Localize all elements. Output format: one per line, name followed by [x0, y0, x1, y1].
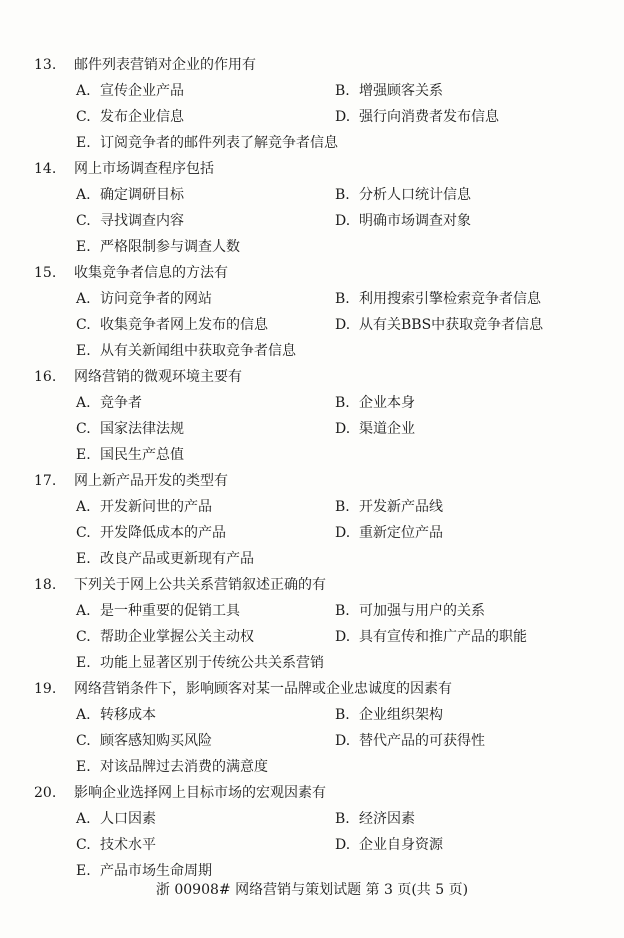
question-text: 收集竞争者信息的方法有	[74, 265, 228, 281]
option-text: 顾客感知购买风险	[100, 733, 212, 749]
question-stem	[0, 260, 624, 286]
option-d	[335, 416, 415, 442]
question-text: 网上市场调查程序包括	[74, 161, 214, 177]
option-letter: D.	[335, 629, 351, 645]
option-b	[335, 598, 485, 624]
option-text: 利用搜索引擎检索竞争者信息	[359, 291, 541, 307]
option-e	[76, 234, 240, 260]
option-row	[0, 832, 624, 858]
option-letter: D.	[335, 213, 351, 229]
option-text: 国家法律法规	[100, 421, 184, 437]
option-letter: C.	[76, 837, 91, 853]
option-row	[0, 442, 624, 468]
option-letter: A.	[76, 499, 91, 515]
question-20	[0, 780, 624, 884]
option-text: 确定调研目标	[100, 187, 184, 203]
option-row	[0, 650, 624, 676]
option-text: 明确市场调查对象	[359, 213, 471, 229]
option-d	[335, 520, 443, 546]
option-b	[335, 494, 443, 520]
question-number: 19.	[34, 681, 57, 697]
option-row	[0, 312, 624, 338]
option-text: 访问竞争者的网站	[100, 291, 212, 307]
option-letter: C.	[76, 733, 91, 749]
option-letter: E.	[76, 135, 91, 151]
question-number: 16.	[34, 369, 57, 385]
option-text: 寻找调查内容	[100, 213, 184, 229]
question-number: 13.	[34, 57, 57, 73]
option-text: 分析人口统计信息	[359, 187, 471, 203]
question-13	[0, 52, 624, 156]
option-a	[76, 390, 142, 416]
option-row	[0, 702, 624, 728]
option-row	[0, 208, 624, 234]
question-stem	[0, 156, 624, 182]
option-letter: C.	[76, 525, 91, 541]
option-letter: C.	[76, 629, 91, 645]
option-text: 对该品牌过去消费的满意度	[100, 759, 268, 775]
option-text: 增强顾客关系	[359, 83, 443, 99]
question-stem	[0, 572, 624, 598]
option-text: 替代产品的可获得性	[359, 733, 485, 749]
option-e	[76, 338, 296, 364]
option-letter: A.	[76, 707, 91, 723]
option-a	[76, 286, 212, 312]
option-letter: E.	[76, 343, 91, 359]
option-d	[335, 624, 527, 650]
option-letter: D.	[335, 525, 351, 541]
option-row	[0, 234, 624, 260]
option-d	[335, 728, 485, 754]
option-text: 转移成本	[100, 707, 156, 723]
option-letter: C.	[76, 109, 91, 125]
option-e	[76, 650, 324, 676]
option-letter: D.	[335, 837, 351, 853]
option-text: 发布企业信息	[100, 109, 184, 125]
option-text: 订阅竞争者的邮件列表了解竞争者信息	[100, 135, 338, 151]
question-16	[0, 364, 624, 468]
option-d	[335, 312, 543, 338]
option-e	[76, 754, 268, 780]
option-text: 严格限制参与调查人数	[100, 239, 240, 255]
question-stem	[0, 780, 624, 806]
option-letter: A.	[76, 187, 91, 203]
option-text: 从有关BBS中获取竞争者信息	[359, 317, 544, 333]
option-text: 经济因素	[359, 811, 415, 827]
question-17	[0, 468, 624, 572]
option-letter: B.	[335, 187, 350, 203]
option-c	[76, 832, 156, 858]
option-letter: B.	[335, 83, 350, 99]
option-letter: B.	[335, 395, 350, 411]
option-text: 企业组织架构	[359, 707, 443, 723]
option-letter: D.	[335, 733, 351, 749]
option-a	[76, 78, 184, 104]
option-row	[0, 598, 624, 624]
option-a	[76, 598, 240, 624]
option-d	[335, 208, 471, 234]
option-row	[0, 130, 624, 156]
option-a	[76, 702, 156, 728]
option-row	[0, 494, 624, 520]
question-text: 网络营销的微观环境主要有	[74, 369, 242, 385]
option-letter: B.	[335, 811, 350, 827]
option-row	[0, 546, 624, 572]
option-letter: B.	[335, 291, 350, 307]
question-number: 17.	[34, 473, 57, 489]
option-row	[0, 520, 624, 546]
question-list	[0, 52, 624, 884]
option-row	[0, 390, 624, 416]
option-letter: E.	[76, 551, 91, 567]
option-text: 是一种重要的促销工具	[100, 603, 240, 619]
option-letter: C.	[76, 317, 91, 333]
option-row	[0, 78, 624, 104]
option-text: 开发新问世的产品	[100, 499, 212, 515]
option-b	[335, 702, 443, 728]
question-stem	[0, 364, 624, 390]
option-b	[335, 78, 443, 104]
option-text: 企业本身	[359, 395, 415, 411]
option-c	[76, 312, 268, 338]
option-letter: A.	[76, 811, 91, 827]
option-letter: A.	[76, 603, 91, 619]
option-c	[76, 520, 226, 546]
option-e	[76, 546, 254, 572]
option-text: 收集竞争者网上发布的信息	[100, 317, 268, 333]
option-d	[335, 832, 443, 858]
question-number: 15.	[34, 265, 57, 281]
option-row	[0, 104, 624, 130]
option-letter: D.	[335, 317, 351, 333]
question-number: 20.	[34, 785, 57, 801]
option-a	[76, 494, 212, 520]
option-text: 产品市场生命周期	[100, 863, 212, 879]
option-a	[76, 806, 156, 832]
option-text: 开发新产品线	[359, 499, 443, 515]
option-letter: A.	[76, 83, 91, 99]
option-d	[335, 104, 499, 130]
option-letter: E.	[76, 447, 91, 463]
option-letter: D.	[335, 109, 351, 125]
question-text: 邮件列表营销对企业的作用有	[74, 57, 256, 73]
option-letter: A.	[76, 395, 91, 411]
question-text: 网络营销条件下，影响顾客对某一品牌或企业忠诚度的因素有	[74, 681, 452, 697]
question-14	[0, 156, 624, 260]
option-a	[76, 182, 184, 208]
option-letter: C.	[76, 213, 91, 229]
option-letter: B.	[335, 707, 350, 723]
option-letter: E.	[76, 863, 91, 879]
option-text: 竞争者	[100, 395, 142, 411]
option-c	[76, 416, 184, 442]
option-e	[76, 442, 184, 468]
option-c	[76, 624, 254, 650]
option-letter: E.	[76, 759, 91, 775]
option-row	[0, 182, 624, 208]
option-letter: D.	[335, 421, 351, 437]
option-text: 宣传企业产品	[100, 83, 184, 99]
option-letter: A.	[76, 291, 91, 307]
option-text: 从有关新闻组中获取竞争者信息	[100, 343, 296, 359]
option-c	[76, 104, 184, 130]
option-text: 开发降低成本的产品	[100, 525, 226, 541]
question-stem	[0, 676, 624, 702]
question-text: 网上新产品开发的类型有	[74, 473, 228, 489]
question-text: 影响企业选择网上目标市场的宏观因素有	[74, 785, 326, 801]
option-row	[0, 728, 624, 754]
option-row	[0, 416, 624, 442]
question-18	[0, 572, 624, 676]
question-15	[0, 260, 624, 364]
option-text: 人口因素	[100, 811, 156, 827]
option-b	[335, 806, 415, 832]
option-text: 帮助企业掌握公关主动权	[100, 629, 254, 645]
option-b	[335, 182, 471, 208]
option-e	[76, 130, 338, 156]
option-c	[76, 728, 212, 754]
page-footer: 浙 00908# 网络营销与策划试题 第 3 页(共 5 页)	[155, 882, 469, 898]
option-text: 重新定位产品	[359, 525, 443, 541]
option-b	[335, 390, 415, 416]
option-text: 企业自身资源	[359, 837, 443, 853]
question-text: 下列关于网上公共关系营销叙述正确的有	[74, 577, 326, 593]
option-row	[0, 624, 624, 650]
option-text: 功能上显著区别于传统公共关系营销	[100, 655, 324, 671]
option-letter: B.	[335, 499, 350, 515]
option-row	[0, 754, 624, 780]
option-letter: B.	[335, 603, 350, 619]
option-b	[335, 286, 541, 312]
question-number: 14.	[34, 161, 57, 177]
question-19	[0, 676, 624, 780]
question-number: 18.	[34, 577, 57, 593]
option-letter: E.	[76, 655, 91, 671]
question-stem	[0, 468, 624, 494]
option-c	[76, 208, 184, 234]
option-row	[0, 286, 624, 312]
option-text: 技术水平	[100, 837, 156, 853]
option-row	[0, 338, 624, 364]
option-text: 强行向消费者发布信息	[359, 109, 499, 125]
option-letter: C.	[76, 421, 91, 437]
option-text: 改良产品或更新现有产品	[100, 551, 254, 567]
option-text: 可加强与用户的关系	[359, 603, 485, 619]
option-row	[0, 806, 624, 832]
option-text: 渠道企业	[359, 421, 415, 437]
option-letter: E.	[76, 239, 91, 255]
option-text: 具有宣传和推广产品的职能	[359, 629, 527, 645]
option-text: 国民生产总值	[100, 447, 184, 463]
question-stem	[0, 52, 624, 78]
